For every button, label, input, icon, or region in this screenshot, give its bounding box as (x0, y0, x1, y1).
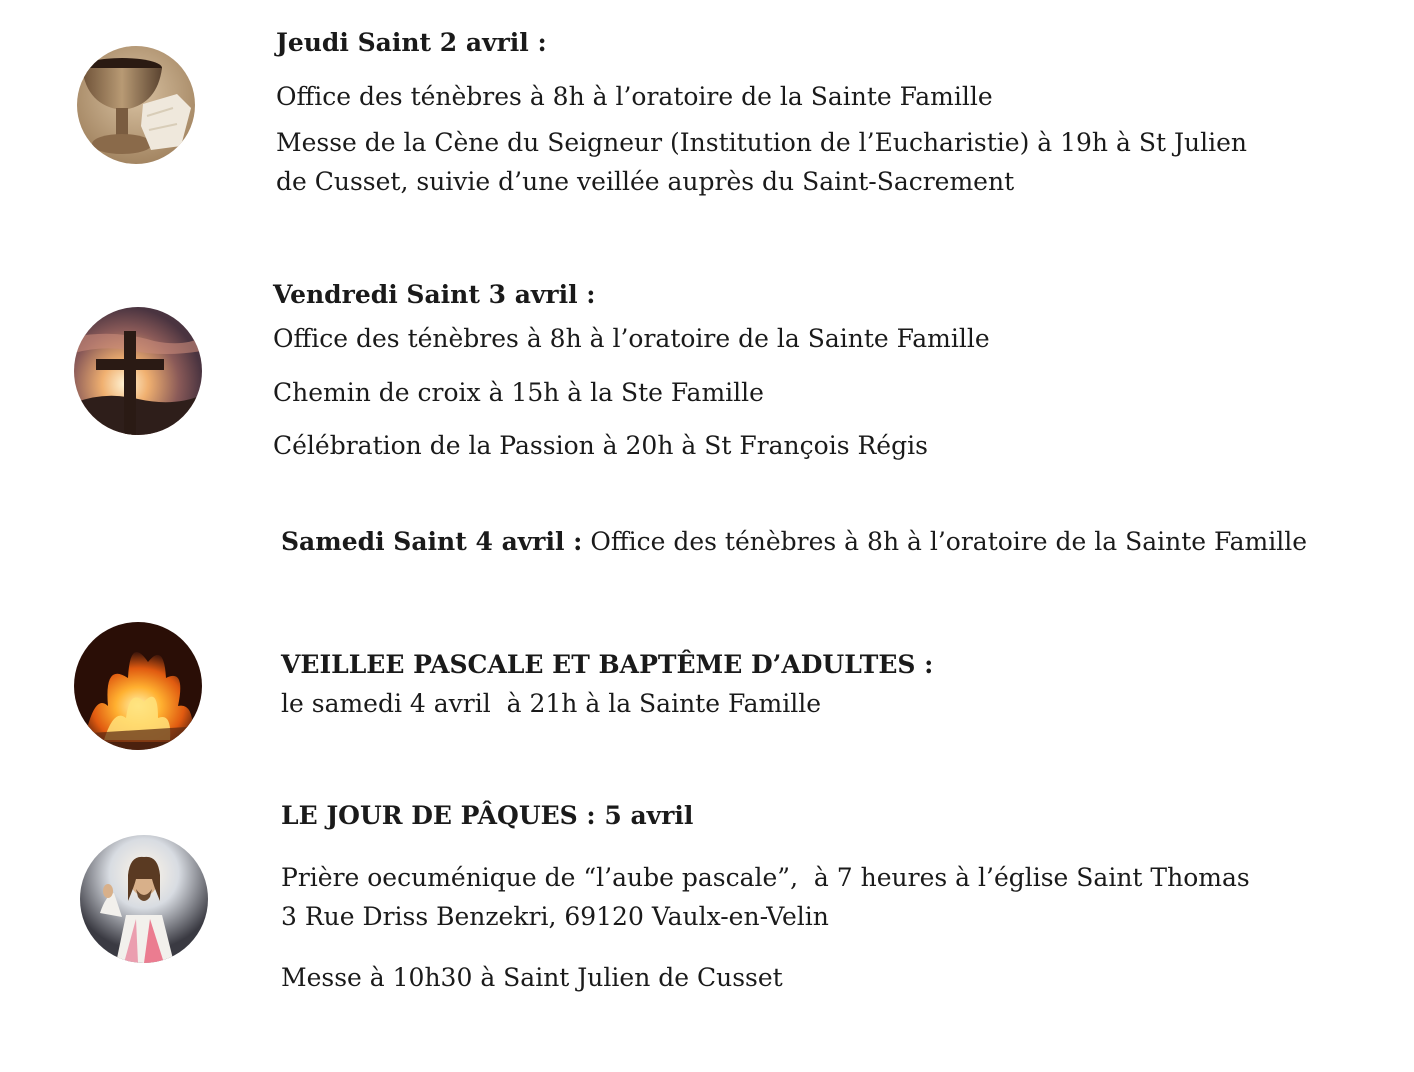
paques-line-2: 3 Rue Driss Benzekri, 69120 Vaulx-en-Velin (281, 902, 829, 931)
veillee-text: le samedi 4 avril à 21h à la Sainte Famille (281, 689, 822, 718)
jeudi-line-2: Messe de la Cène du Seigneur (Institution de l’Eucharistie) à 19h à St Julien (276, 128, 1247, 157)
vendredi-line-3: Célébration de la Passion à 20h à St François Régis (273, 431, 928, 460)
samedi-line (281, 527, 1307, 557)
paques-title: LE JOUR DE PÂQUES : 5 avril (281, 801, 694, 830)
veillee-title: VEILLEE PASCALE ET BAPTÊME D’ADULTES : (281, 650, 934, 679)
jeudi-line-1: Office des ténèbres à 8h à l’oratoire de la Sainte Famille (276, 82, 993, 111)
chalice-icon (77, 46, 195, 164)
divine-mercy-icon (80, 835, 208, 963)
fire-icon (74, 622, 202, 750)
vendredi-title: Vendredi Saint 3 avril : (273, 280, 596, 309)
samedi-text: Office des ténèbres à 8h à l’oratoire de la Sainte Famille (582, 527, 1308, 556)
jeudi-title: Jeudi Saint 2 avril : (276, 28, 547, 57)
paques-line-1: Prière oecuménique de “l’aube pascale”, à 7 heures à l’église Saint Thomas (281, 863, 1250, 892)
jeudi-line-3: de Cusset, suivie d’une veillée auprès du Saint-Sacrement (276, 167, 1015, 196)
vendredi-line-1: Office des ténèbres à 8h à l’oratoire de la Sainte Famille (273, 324, 990, 353)
samedi-title: Samedi Saint 4 avril : (281, 527, 583, 556)
cross-icon (74, 307, 202, 435)
paques-line-3: Messe à 10h30 à Saint Julien de Cusset (281, 963, 783, 992)
vendredi-line-2: Chemin de croix à 15h à la Ste Famille (273, 378, 764, 407)
